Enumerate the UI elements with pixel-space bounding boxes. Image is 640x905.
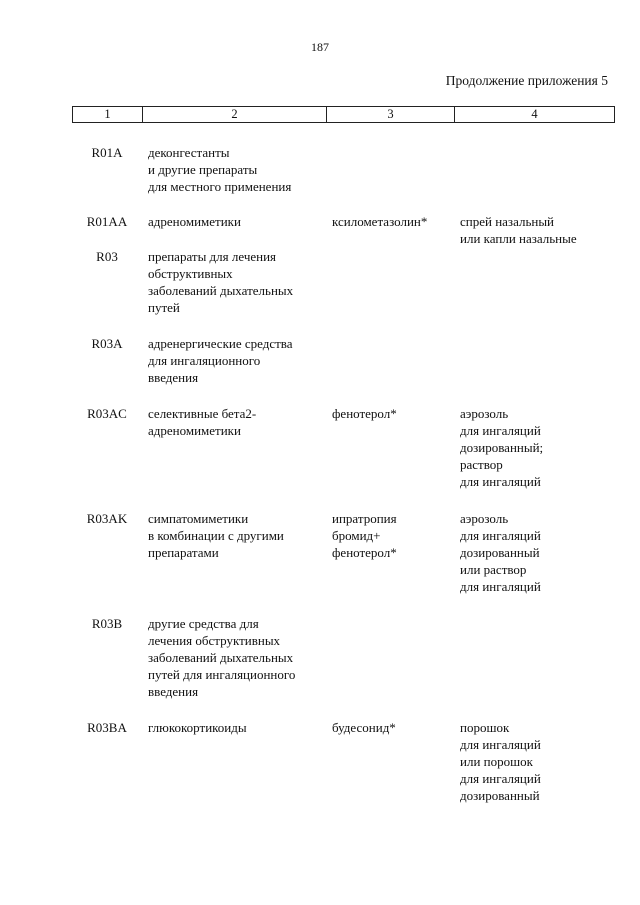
pharmacological-group: препараты для лечения обструктивных заболеваний дыхательных путей bbox=[148, 249, 294, 315]
drug-name: будесонид* bbox=[332, 720, 396, 735]
pharmacological-group: глюкокортикоиды bbox=[148, 720, 247, 735]
atc-code: R03AC bbox=[87, 406, 127, 421]
atc-code: R03A bbox=[91, 336, 123, 351]
atc-code: R03 bbox=[96, 249, 118, 264]
atc-code: R01AA bbox=[86, 214, 128, 229]
drug-name: ипратропия бромид+ фенотерол* bbox=[332, 511, 397, 560]
column-header-2: 2 bbox=[143, 107, 327, 123]
column-header-row bbox=[73, 107, 615, 123]
atc-code: R03BA bbox=[87, 720, 127, 735]
pharmacological-group: другие средства для лечения обструктивных заболеваний дыхательных путей для ингаляционного введения bbox=[148, 616, 296, 699]
page-number: 187 bbox=[311, 40, 329, 54]
pharmacological-group: адреномиметики bbox=[148, 214, 241, 229]
column-header-4: 4 bbox=[455, 107, 615, 123]
drug-name: ксилометазолин* bbox=[332, 214, 428, 229]
atc-code: R01A bbox=[91, 145, 123, 160]
pharmacological-group: деконгестанты и другие препараты для местного применения bbox=[148, 145, 292, 194]
pharmacological-group: симпатомиметики в комбинации с другими препаратами bbox=[148, 511, 284, 560]
column-header-table bbox=[72, 106, 615, 123]
column-header-3: 3 bbox=[327, 107, 455, 123]
atc-code: R03B bbox=[91, 616, 123, 631]
drug-name: фенотерол* bbox=[332, 406, 397, 421]
pharmacological-group: адренергические средства для ингаляционного введения bbox=[148, 336, 293, 385]
dosage-form: порошок для ингаляций или порошок для ингаляций дозированный bbox=[460, 720, 541, 803]
continuation-label: Продолжение приложения 5 bbox=[445, 73, 608, 88]
dosage-form: аэрозоль для ингаляций дозированный или раствор для ингаляций bbox=[460, 511, 541, 594]
dosage-form: аэрозоль для ингаляций дозированный; раствор для ингаляций bbox=[460, 406, 544, 489]
column-header-1: 1 bbox=[73, 107, 143, 123]
atc-code: R03AK bbox=[86, 511, 128, 526]
pharmacological-group: селективные бета2- адреномиметики bbox=[148, 406, 257, 438]
dosage-form: спрей назальный или капли назальные bbox=[460, 214, 577, 246]
